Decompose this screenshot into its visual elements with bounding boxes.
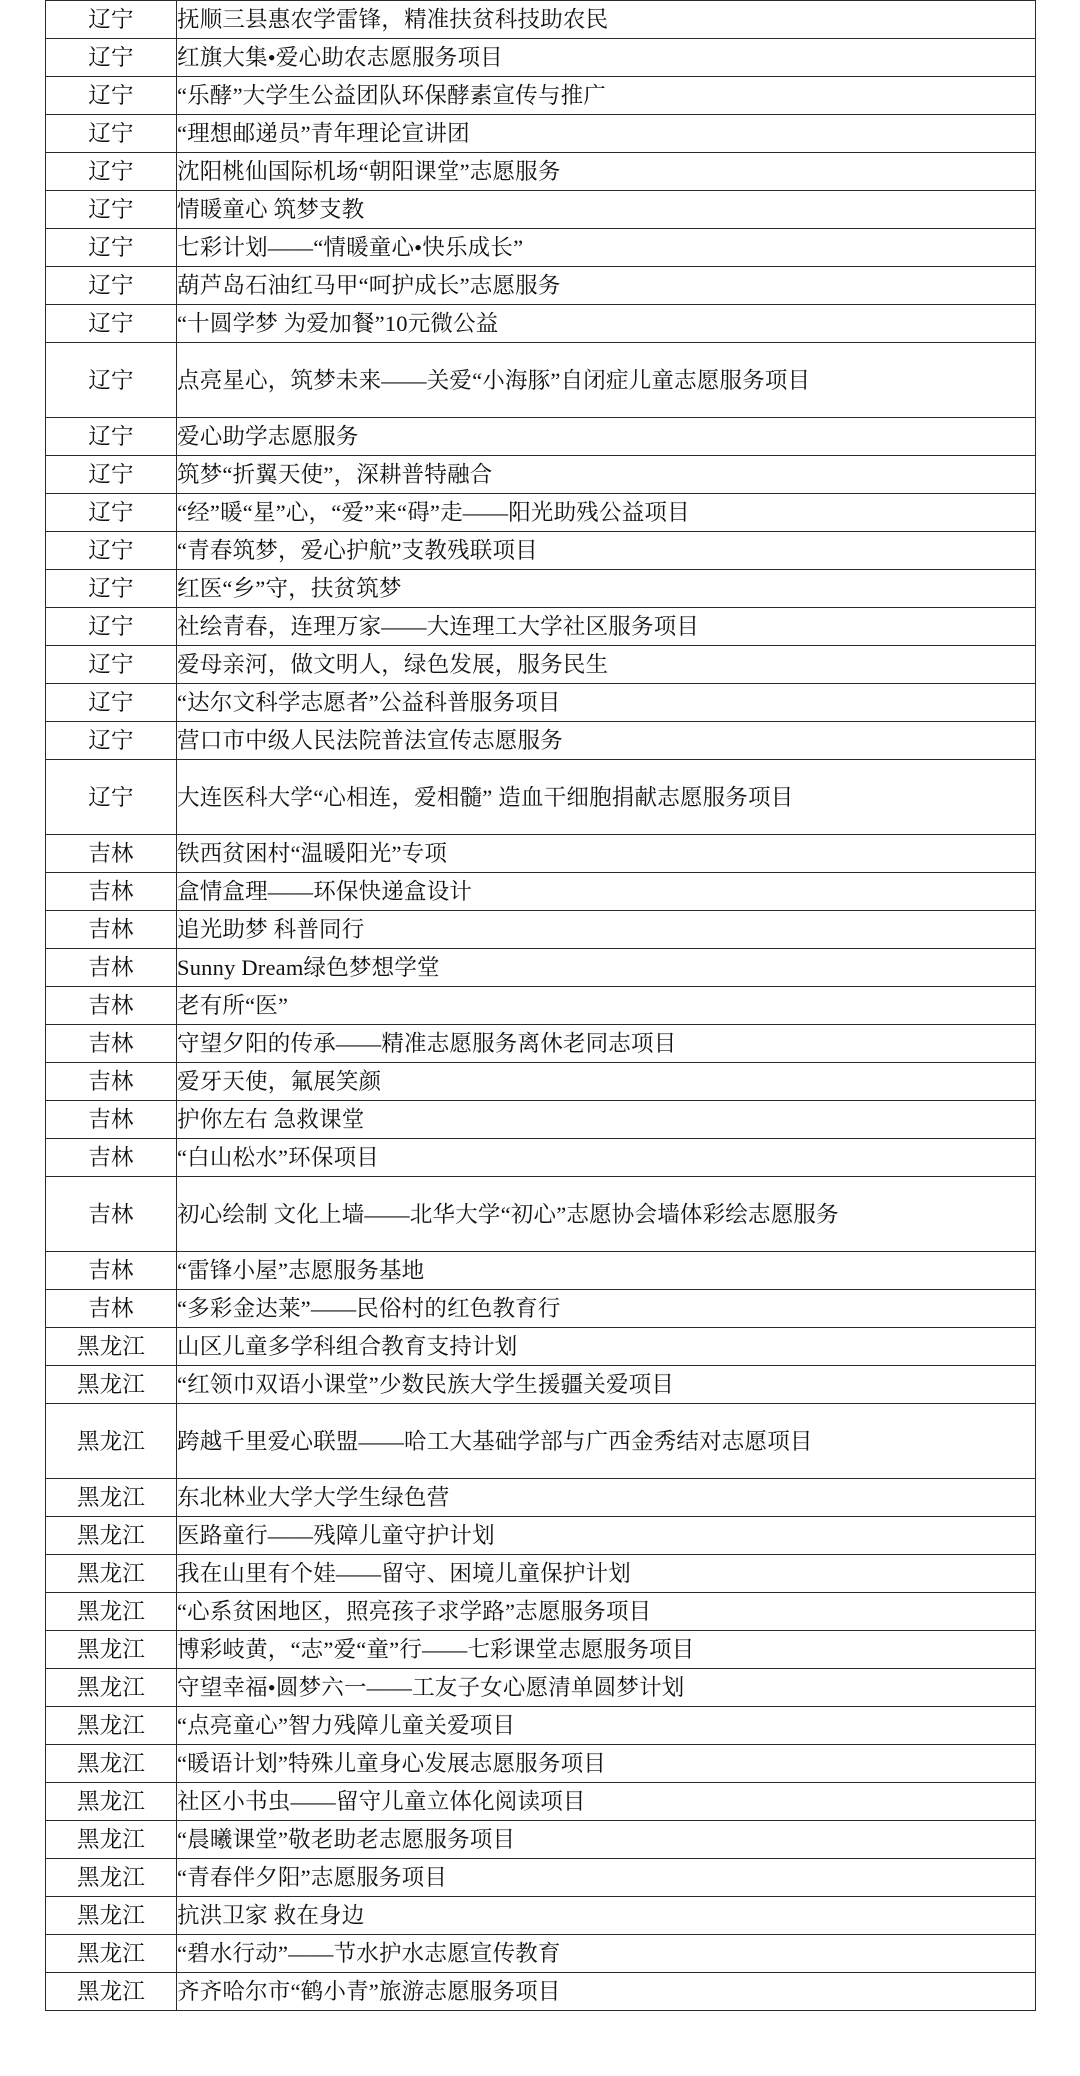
table-row <box>46 684 1036 722</box>
project-name-cell <box>177 418 1036 456</box>
table-row <box>46 911 1036 949</box>
table-row <box>46 1821 1036 1859</box>
table-row <box>46 1252 1036 1290</box>
project-name-text: 守望夕阳的传承——精准志愿服务离休老同志项目 <box>177 1031 677 1056</box>
table-row <box>46 1290 1036 1328</box>
project-name-text: 山区儿童多学科组合教育支持计划 <box>177 1334 518 1359</box>
project-name-cell <box>177 911 1036 949</box>
table-row <box>46 267 1036 305</box>
project-name-cell <box>177 456 1036 494</box>
project-name-text: 铁西贫困村“温暖阳光”专项 <box>177 841 448 866</box>
project-name-cell <box>177 77 1036 115</box>
table-row <box>46 1328 1036 1366</box>
region-cell: 辽宁 <box>46 570 177 608</box>
table-row <box>46 1593 1036 1631</box>
table-row <box>46 1 1036 39</box>
project-name-text: 沈阳桃仙国际机场“朝阳课堂”志愿服务 <box>177 159 561 184</box>
project-name-cell <box>177 646 1036 684</box>
project-name-cell <box>177 1593 1036 1631</box>
region-cell: 辽宁 <box>46 684 177 722</box>
region-cell: 黑龙江 <box>46 1555 177 1593</box>
region-cell: 辽宁 <box>46 646 177 684</box>
region-cell: 黑龙江 <box>46 1366 177 1404</box>
project-name-cell <box>177 1063 1036 1101</box>
project-name-text: 社区小书虫——留守儿童立体化阅读项目 <box>177 1789 586 1814</box>
table-row <box>46 456 1036 494</box>
region-cell: 黑龙江 <box>46 1328 177 1366</box>
table-row <box>46 1897 1036 1935</box>
region-cell: 辽宁 <box>46 77 177 115</box>
project-name-text: 筑梦“折翼天使”，深耕普特融合 <box>177 462 493 487</box>
project-name-text: 爱母亲河，做文明人，绿色发展，服务民生 <box>177 652 609 677</box>
region-cell: 吉林 <box>46 1139 177 1177</box>
region-cell: 黑龙江 <box>46 1517 177 1555</box>
project-name-text: “心系贫困地区，照亮孩子求学路”志愿服务项目 <box>177 1599 652 1624</box>
project-name-cell <box>177 1707 1036 1745</box>
region-cell: 辽宁 <box>46 494 177 532</box>
project-name-cell <box>177 722 1036 760</box>
table-row <box>46 570 1036 608</box>
table-body <box>46 1 1036 2011</box>
region-cell: 吉林 <box>46 873 177 911</box>
project-name-text: 爱心助学志愿服务 <box>177 424 359 449</box>
project-name-text: “多彩金达莱”——民俗村的红色教育行 <box>177 1296 561 1321</box>
project-name-text: 情暖童心 筑梦支教 <box>177 197 365 222</box>
project-name-text: 营口市中级人民法院普法宣传志愿服务 <box>177 728 563 753</box>
project-name-cell <box>177 1859 1036 1897</box>
table-row <box>46 1555 1036 1593</box>
project-name-cell <box>177 1252 1036 1290</box>
region-cell: 黑龙江 <box>46 1593 177 1631</box>
table-row <box>46 305 1036 343</box>
region-cell: 黑龙江 <box>46 1479 177 1517</box>
project-name-cell <box>177 1404 1036 1479</box>
project-name-cell <box>177 267 1036 305</box>
region-cell: 黑龙江 <box>46 1669 177 1707</box>
table-row <box>46 722 1036 760</box>
table-row <box>46 646 1036 684</box>
table-row <box>46 153 1036 191</box>
project-name-cell <box>177 191 1036 229</box>
table-row <box>46 1517 1036 1555</box>
project-name-text: “暖语计划”特殊儿童身心发展志愿服务项目 <box>177 1751 606 1776</box>
project-name-text: 跨越千里爱心联盟——哈工大基础学部与广西金秀结对志愿项目 <box>177 1428 813 1454</box>
region-cell: 吉林 <box>46 1025 177 1063</box>
table-row <box>46 1025 1036 1063</box>
region-cell: 吉林 <box>46 835 177 873</box>
region-cell: 吉林 <box>46 949 177 987</box>
region-cell: 黑龙江 <box>46 1973 177 2011</box>
region-cell: 黑龙江 <box>46 1707 177 1745</box>
table-row <box>46 229 1036 267</box>
project-name-text: “经”暖“星”心，“爱”来“碍”走——阳光助残公益项目 <box>177 500 690 525</box>
project-name-cell <box>177 873 1036 911</box>
project-name-text: 护你左右 急救课堂 <box>177 1107 365 1132</box>
project-name-text: “乐酵”大学生公益团队环保酵素宣传与推广 <box>177 83 606 108</box>
project-name-cell <box>177 1821 1036 1859</box>
table-row <box>46 77 1036 115</box>
project-name-text: “晨曦课堂”敬老助老志愿服务项目 <box>177 1827 516 1852</box>
project-name-cell <box>177 115 1036 153</box>
project-name-cell <box>177 532 1036 570</box>
region-cell: 黑龙江 <box>46 1631 177 1669</box>
table-row <box>46 1935 1036 1973</box>
project-name-cell <box>177 1366 1036 1404</box>
project-name-text: 我在山里有个娃——留守、困境儿童保护计划 <box>177 1561 632 1586</box>
region-cell: 辽宁 <box>46 1 177 39</box>
region-cell: 吉林 <box>46 1101 177 1139</box>
project-name-text: “达尔文科学志愿者”公益科普服务项目 <box>177 690 561 715</box>
region-cell: 辽宁 <box>46 418 177 456</box>
project-name-text: 守望幸福•圆梦六一——工友子女心愿清单圆梦计划 <box>177 1675 685 1700</box>
region-cell: 辽宁 <box>46 191 177 229</box>
table-row <box>46 1366 1036 1404</box>
region-cell: 辽宁 <box>46 532 177 570</box>
table-row <box>46 532 1036 570</box>
table-row <box>46 1669 1036 1707</box>
project-name-cell <box>177 570 1036 608</box>
region-cell: 黑龙江 <box>46 1404 177 1479</box>
project-name-text: “青春伴夕阳”志愿服务项目 <box>177 1865 448 1890</box>
region-cell: 辽宁 <box>46 343 177 418</box>
project-name-text: Sunny Dream绿色梦想学堂 <box>177 955 440 980</box>
table-row <box>46 987 1036 1025</box>
table-row <box>46 608 1036 646</box>
project-name-text: 初心绘制 文化上墙——北华大学“初心”志愿协会墙体彩绘志愿服务 <box>177 1201 839 1227</box>
project-name-cell <box>177 1555 1036 1593</box>
table-row <box>46 1973 1036 2011</box>
table-row <box>46 835 1036 873</box>
project-name-cell <box>177 949 1036 987</box>
table-row <box>46 418 1036 456</box>
project-name-cell <box>177 1025 1036 1063</box>
region-cell: 辽宁 <box>46 153 177 191</box>
project-name-text: 盒情盒理——环保快递盒设计 <box>177 879 473 904</box>
table-row <box>46 115 1036 153</box>
table-row <box>46 494 1036 532</box>
project-name-cell <box>177 229 1036 267</box>
project-name-cell <box>177 39 1036 77</box>
project-name-cell <box>177 987 1036 1025</box>
region-cell: 辽宁 <box>46 229 177 267</box>
table-row <box>46 760 1036 835</box>
project-name-cell <box>177 1897 1036 1935</box>
project-name-text: 爱牙天使，氟展笑颜 <box>177 1069 382 1094</box>
project-name-text: “理想邮递员”青年理论宣讲团 <box>177 121 470 146</box>
region-cell: 辽宁 <box>46 456 177 494</box>
project-table <box>45 0 1036 2011</box>
region-cell: 吉林 <box>46 1252 177 1290</box>
project-name-cell <box>177 684 1036 722</box>
project-name-cell <box>177 608 1036 646</box>
region-cell: 黑龙江 <box>46 1745 177 1783</box>
region-cell: 辽宁 <box>46 305 177 343</box>
project-name-text: 东北林业大学大学生绿色营 <box>177 1485 450 1510</box>
project-name-text: 抚顺三县惠农学雷锋，精准扶贫科技助农民 <box>177 7 609 32</box>
project-name-cell <box>177 1669 1036 1707</box>
region-cell: 辽宁 <box>46 267 177 305</box>
project-name-cell <box>177 1631 1036 1669</box>
project-name-text: 齐齐哈尔市“鹤小青”旅游志愿服务项目 <box>177 1979 561 2004</box>
table-row <box>46 1479 1036 1517</box>
project-name-cell <box>177 153 1036 191</box>
project-name-cell <box>177 1139 1036 1177</box>
table-row <box>46 1139 1036 1177</box>
table-row <box>46 949 1036 987</box>
project-name-cell <box>177 1479 1036 1517</box>
project-name-cell <box>177 1177 1036 1252</box>
project-name-text: 博彩岐黄，“志”爱“童”行——七彩课堂志愿服务项目 <box>177 1637 695 1662</box>
region-cell: 吉林 <box>46 1290 177 1328</box>
region-cell: 辽宁 <box>46 39 177 77</box>
project-name-text: “红领巾双语小课堂”少数民族大学生援疆关爱项目 <box>177 1372 675 1397</box>
region-cell: 黑龙江 <box>46 1783 177 1821</box>
project-name-cell <box>177 494 1036 532</box>
project-name-text: “青春筑梦，爱心护航”支教残联项目 <box>177 538 538 563</box>
region-cell: 黑龙江 <box>46 1897 177 1935</box>
project-name-cell <box>177 1290 1036 1328</box>
project-name-cell <box>177 1783 1036 1821</box>
table-row <box>46 39 1036 77</box>
project-name-text: “十圆学梦 为爱加餐”10元微公益 <box>177 311 499 336</box>
region-cell: 吉林 <box>46 1177 177 1252</box>
project-name-text: 红医“乡”守，扶贫筑梦 <box>177 576 402 601</box>
table-row <box>46 1101 1036 1139</box>
project-name-text: 点亮星心，筑梦未来——关爱“小海豚”自闭症儿童志愿服务项目 <box>177 367 811 393</box>
project-name-text: 葫芦岛石油红马甲“呵护成长”志愿服务 <box>177 273 561 298</box>
region-cell: 吉林 <box>46 987 177 1025</box>
table-row <box>46 1859 1036 1897</box>
project-name-cell <box>177 1 1036 39</box>
table-row <box>46 1177 1036 1252</box>
project-name-cell <box>177 343 1036 418</box>
region-cell: 辽宁 <box>46 115 177 153</box>
project-name-text: 红旗大集•爱心助农志愿服务项目 <box>177 45 503 70</box>
table-row <box>46 1404 1036 1479</box>
project-name-cell <box>177 1517 1036 1555</box>
table-row <box>46 1063 1036 1101</box>
project-name-cell <box>177 835 1036 873</box>
project-name-text: “点亮童心”智力残障儿童关爱项目 <box>177 1713 516 1738</box>
region-cell: 黑龙江 <box>46 1859 177 1897</box>
project-name-cell <box>177 305 1036 343</box>
region-cell: 黑龙江 <box>46 1935 177 1973</box>
project-name-text: 社绘青春，连理万家——大连理工大学社区服务项目 <box>177 614 700 639</box>
project-name-cell <box>177 1973 1036 2011</box>
project-name-text: “白山松水”环保项目 <box>177 1145 379 1170</box>
table-row <box>46 343 1036 418</box>
region-cell: 辽宁 <box>46 608 177 646</box>
project-name-cell <box>177 760 1036 835</box>
project-name-text: 医路童行——残障儿童守护计划 <box>177 1523 495 1548</box>
project-name-text: 老有所“医” <box>177 993 289 1018</box>
region-cell: 辽宁 <box>46 722 177 760</box>
project-name-text: 七彩计划——“情暖童心•快乐成长” <box>177 235 524 260</box>
project-name-cell <box>177 1328 1036 1366</box>
table-row <box>46 1631 1036 1669</box>
project-name-text: “雷锋小屋”志愿服务基地 <box>177 1258 425 1283</box>
table-row <box>46 873 1036 911</box>
table-row <box>46 1783 1036 1821</box>
table-row <box>46 191 1036 229</box>
project-name-cell <box>177 1935 1036 1973</box>
project-name-text: “碧水行动”——节水护水志愿宣传教育 <box>177 1941 561 1966</box>
project-name-cell <box>177 1745 1036 1783</box>
project-name-text: 抗洪卫家 救在身边 <box>177 1903 365 1928</box>
table-row <box>46 1707 1036 1745</box>
project-name-text: 追光助梦 科普同行 <box>177 917 365 942</box>
project-name-cell <box>177 1101 1036 1139</box>
region-cell: 辽宁 <box>46 760 177 835</box>
region-cell: 吉林 <box>46 911 177 949</box>
region-cell: 黑龙江 <box>46 1821 177 1859</box>
region-cell: 吉林 <box>46 1063 177 1101</box>
project-name-text: 大连医科大学“心相连，爱相髓” 造血干细胞捐献志愿服务项目 <box>177 784 794 810</box>
table-row <box>46 1745 1036 1783</box>
